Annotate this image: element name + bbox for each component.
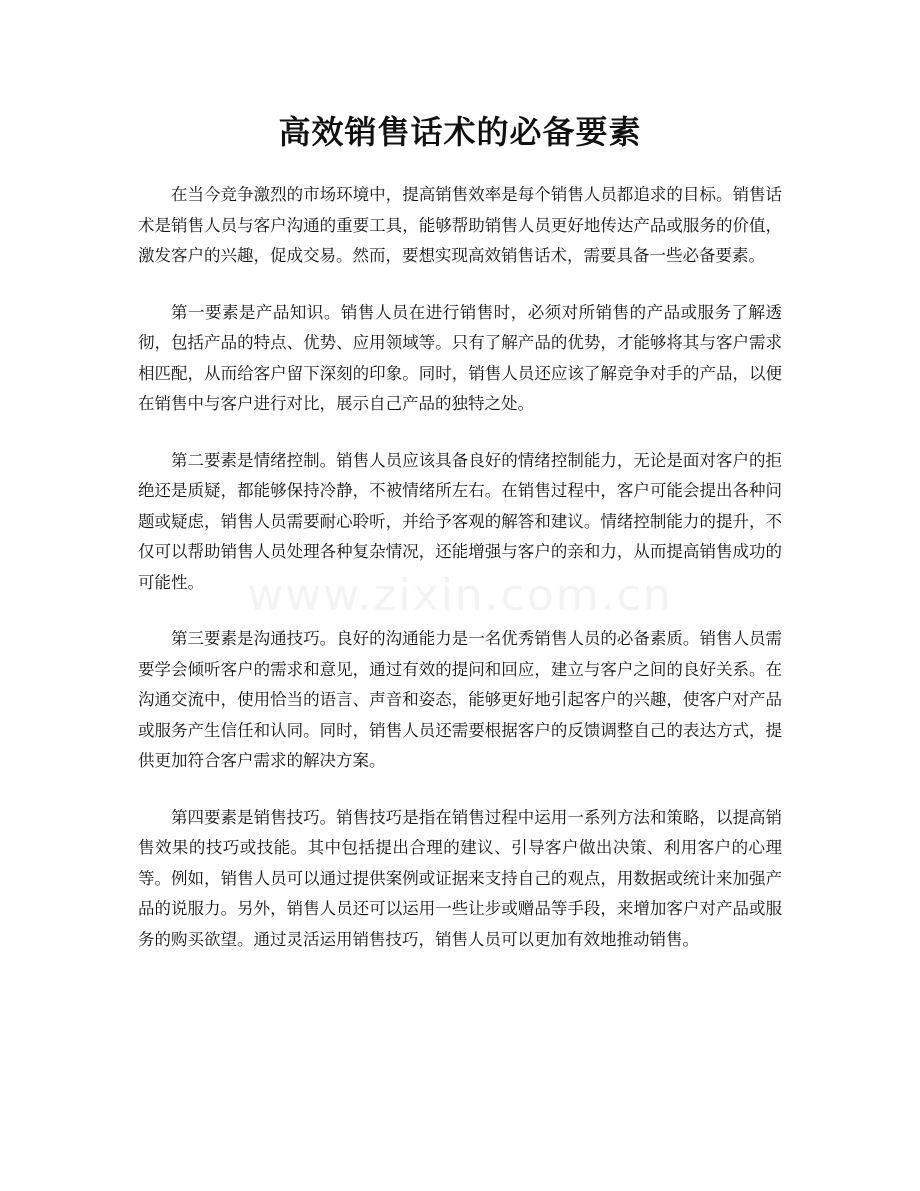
document-body [138, 180, 782, 981]
paragraph-communication-skills: 第三要素是沟通技巧。良好的沟通能力是一名优秀销售人员的必备素质。销售人员需要学会倾听客户的需求和意见，通过有效的提问和回应，建立与客户之间的良好关系。在沟通交流中，使用恰当的语言、声音和姿态，能够更好地引起客户的兴趣，使客户对产品或服务产生信任和认同。同时，销售人员还需要根据客户的反馈调整自己的表达方式，提供更加符合客户需求的解决方案。 [138, 629, 782, 770]
paragraph-intro: 在当今竞争激烈的市场环境中，提高销售效率是每个销售人员都追求的目标。销售话术是销售人员与客户沟通的重要工具，能够帮助销售人员更好地传达产品或服务的价值，激发客户的兴趣，促成交易。然而，要想实现高效销售话术，需要具备一些必备要素。 [138, 185, 782, 265]
paragraph-product-knowledge: 第一要素是产品知识。销售人员在进行销售时，必须对所销售的产品或服务了解透彻，包括产品的特点、优势、应用领域等。只有了解产品的优势，才能够将其与客户需求相匹配，从而给客户留下深刻的印象。同时，销售人员还应该了解竞争对手的产品，以便在销售中与客户进行对比，展示自己产品的独特之处。 [138, 302, 782, 413]
watermark-text: www.zixin.com.cn [247, 570, 673, 621]
paragraph-sales-skills: 第四要素是销售技巧。销售技巧是指在销售过程中运用一系列方法和策略，以提高销售效果的技巧或技能。其中包括提出合理的建议、引导客户做出决策、利用客户的心理等。例如，销售人员可以通过提供案例或证据来支持自己的观点，用数据或统计来加强产品的说服力。另外，销售人员还可以运用一些让步或赠品等手段，来增加客户对产品或服务的购买欲望。通过灵活运用销售技巧，销售人员可以更加有效地推动销售。 [138, 807, 782, 949]
document-title: 高效销售话术的必备要素 [278, 113, 642, 151]
paragraph-emotion-control: 第二要素是情绪控制。销售人员应该具备良好的情绪控制能力，无论是面对客户的拒绝还是质疑，都能够保持冷静，不被情绪所左右。在销售过程中，客户可能会提出各种问题或疑虑，销售人员需要耐心聆听，并给予客观的解答和建议。情绪控制能力的提升，不仅可以帮助销售人员处理各种复杂情况，还能增强与客户的亲和力，从而提高销售成功的可能性。 [138, 450, 782, 592]
